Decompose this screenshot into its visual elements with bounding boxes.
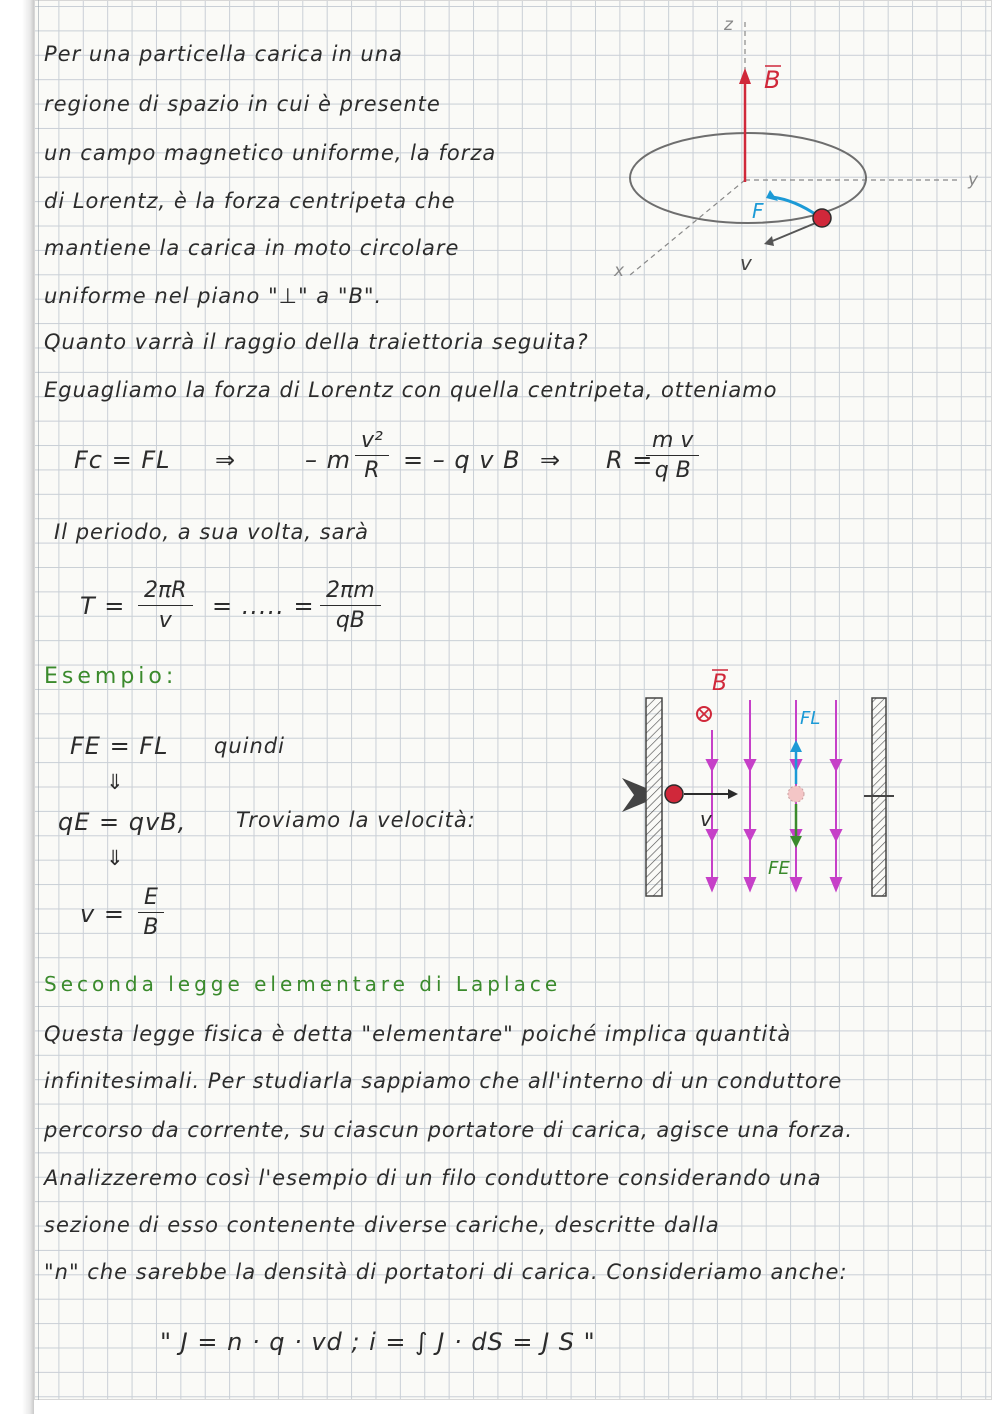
charged-particle xyxy=(813,209,831,227)
T-equals: T = xyxy=(80,592,126,620)
v-label: v xyxy=(740,251,752,275)
intro-line-6: uniforme nel piano "⊥" a "B". xyxy=(44,284,383,308)
x-axis-label: x xyxy=(614,261,625,281)
notebook-binding xyxy=(0,0,34,1414)
intro-line-3: un campo magnetico uniforme, la forza xyxy=(44,141,497,165)
y-axis-label: y xyxy=(968,170,979,190)
fraction-2piR-over-v xyxy=(138,578,193,633)
particle-gun xyxy=(622,778,646,812)
mv: m v xyxy=(646,428,699,456)
F-label: F xyxy=(752,199,764,223)
B-arrowhead xyxy=(739,68,751,84)
F-arrowhead xyxy=(766,190,778,201)
laplace-line-5: sezione di esso contenente diverse cariche, descritte dalla xyxy=(44,1213,720,1237)
equate-line: Eguagliamo la forza di Lorentz con quella centripeta, otteniamo xyxy=(44,378,778,402)
field-B: B xyxy=(143,915,159,940)
qB: q B xyxy=(654,458,691,483)
fraction-E-over-B xyxy=(138,885,164,940)
intro-line-4: di Lorentz, è la forza centripeta che xyxy=(44,189,456,213)
circular-motion-diagram xyxy=(600,0,1000,290)
z-axis-label: z xyxy=(724,15,733,35)
laplace-heading: Seconda legge elementare di Laplace xyxy=(44,972,562,996)
velocity-selector-diagram xyxy=(600,660,920,910)
v-squared: v² xyxy=(355,428,389,456)
R-equals: R = xyxy=(606,446,654,474)
selector-v-arrowhead xyxy=(728,789,738,799)
qB-den: qB xyxy=(335,608,365,633)
quindi-word: quindi xyxy=(214,734,285,758)
qE-eq-qvB: qE = qvB, xyxy=(58,808,187,836)
intro-line-1: Per una particella carica in una xyxy=(44,42,403,66)
B-label: B xyxy=(764,66,781,94)
fraction-mv-over-qB xyxy=(646,428,699,483)
field-E: E xyxy=(138,885,164,913)
selector-B-label: B xyxy=(712,671,728,696)
F-vector xyxy=(772,197,818,216)
FE-label: FE xyxy=(768,858,790,879)
laplace-line-3: percorso da corrente, su ciascun portatore di carica, agisce una forza. xyxy=(44,1118,854,1142)
two-pi-m: 2πm xyxy=(320,578,381,606)
fraction-2pim-over-qB xyxy=(320,578,381,633)
velocity-v: v xyxy=(158,608,172,633)
period-intro: Il periodo, a sua volta, sarà xyxy=(54,520,370,544)
fc-eq-fl: Fc = FL xyxy=(74,446,171,474)
implies-arrow-2: ⇒ xyxy=(540,446,562,474)
down-arrow-1: ⇓ xyxy=(106,770,125,794)
moving-particle xyxy=(788,786,804,802)
FL-label: FL xyxy=(800,708,821,729)
intro-line-5: mantiene la carica in moto circolare xyxy=(44,236,460,260)
laplace-line-6: "n" che sarebbe la densità di portatori di carica. Consideriamo anche: xyxy=(44,1260,848,1284)
v-equals: v = xyxy=(80,900,125,928)
two-pi-R: 2πR xyxy=(138,578,193,606)
FE-eq-FL: FE = FL xyxy=(70,732,169,760)
entering-particle xyxy=(665,785,683,803)
v-vector xyxy=(770,222,818,242)
orbit-ellipse xyxy=(630,133,866,223)
question-line: Quanto varrà il raggio della traiettoria seguita? xyxy=(44,330,589,354)
FE-arrowhead xyxy=(790,836,802,848)
intro-line-2: regione di spazio in cui è presente xyxy=(44,92,441,116)
down-arrow-2: ⇓ xyxy=(106,846,125,870)
implies-arrow-1: ⇒ xyxy=(215,446,237,474)
FL-arrowhead xyxy=(790,740,802,752)
laplace-line-2: infinitesimali. Per studiarla sappiamo che all'interno di un conduttore xyxy=(44,1069,843,1093)
x-axis xyxy=(630,180,745,275)
fraction-v2-over-R xyxy=(355,428,389,483)
radius-R: R xyxy=(364,458,380,483)
margin-line xyxy=(38,0,39,1400)
laplace-line-4: Analizzeremo così l'esempio di un filo conduttore considerando una xyxy=(44,1166,822,1190)
minus-m: – m xyxy=(305,446,352,474)
example-heading: Esempio: xyxy=(44,664,178,689)
selector-v-label: v xyxy=(700,807,712,831)
dots-equals: = ..... = xyxy=(212,592,315,620)
eq-minus-qvB: = – q v B xyxy=(403,446,521,474)
v-arrowhead xyxy=(764,236,774,246)
left-plate xyxy=(646,698,662,896)
troviamo-velocita: Troviamo la velocità: xyxy=(236,808,476,832)
current-density-formula: " J = n · q · vd ; i = ∫ J · dS = J S " xyxy=(160,1328,596,1356)
laplace-line-1: Questa legge fisica è detta "elementare" poiché implica quantità xyxy=(44,1022,792,1046)
